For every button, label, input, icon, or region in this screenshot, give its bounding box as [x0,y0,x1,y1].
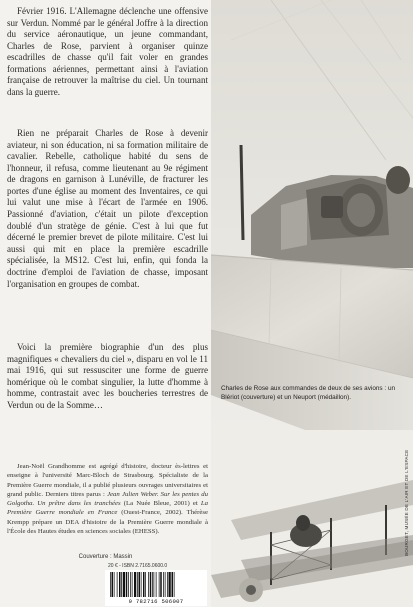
paragraph-intro: Février 1916. L'Allemagne déclenche une offensive sur Verdun. Nommé par le général Joffre à la direction du service aéronautique, un jeune commandant, Charles de Rose, parvient à organiser quinze escadrilles de chasse qu'il fait voler en grandes formations aériennes, permettant ainsi à l'aviation française de retrouver la maîtrise du ciel. Un tournant dans la guerre. [7,6,208,98]
barcode-digits: 9 782716 506007 [128,598,184,605]
airplane-photo [211,0,413,607]
author-bio-lead: Jean-Noël Grandhomme est agrégé d'histoire, docteur ès-lettres et enseigne à l'université Marc-Bloch de Strasbourg. Spécialiste de la Première Guerre mondiale, il a publié plusieurs ouvrages universitaires et grand public. Derniers titres parus : [7,463,208,498]
author-book-title-1: Jean Julien Weber. Sur les pentes du Golgotha. Un prêtre dans les tranchées [7,490,208,508]
paragraph-closing: Voici la première biographie d'un des plus magnifiques « chevaliers du ciel », disparu en vol le 11 mai 1916, qui sut ressusciter une forme de guerre homérique où le combat singulier, la lutte d'homme à homme, contrastait avec les boucheries terrestres de Verdun ou de la Somme… [7,342,208,410]
price-isbn: 20 € - ISBN 2.7165.0600.0 [108,563,168,569]
author-bio-text-2: (La Nuée Bleue, 2001) et [120,500,201,508]
paragraph-biography: Rien ne préparait Charles de Rose à devenir aviateur, ni son éducation, ni sa formation militaire de cavalier. Rebelle, catholique habité du sens de l'honneur, il refusa, comme lieutenant au 9e régiment de dragons en garnison à Lunéville, de fracturer les portes d'une église au moment des Inventaires, ce qui lui valut une mise à l'écart de l'armée en 1906. Passionné d'aviation, c'était un pilote d'exception doublé d'un stratège de génie. C'est à lui que fut décerné le premier brevet de pilote militaire. C'est lui aussi qui mit en place la première escadrille spécialisée, la MS12. C'est lui, enfin, qui fonda la doctrine d'emploi de l'aviation de chasse, imposant l'organisation en groupes de combat. [7,128,208,289]
author-book-title-2: La Première Guerre mondiale en France [7,500,208,517]
photo-credit: BOURGET, MUSÉE DE L'AIR ET DE L'ESPACE [404,449,409,556]
photo-caption: Charles de Rose aux commandes de deux de ses avions : un Blériot (couverture) et un Neuport (médaillon). [221,385,396,401]
cover-credit: Couverture : Massin [78,554,133,560]
author-bio-text-3: (Ouest-France, 2002). Thérèse Krempp prépare un DEA d'histoire de la Première Guerre mondiale à l'École des Hautes études en sciences sociales (EHESS). [7,509,208,536]
barcode-image [108,572,204,597]
photo-panel [211,0,413,607]
author-bio [7,462,208,536]
